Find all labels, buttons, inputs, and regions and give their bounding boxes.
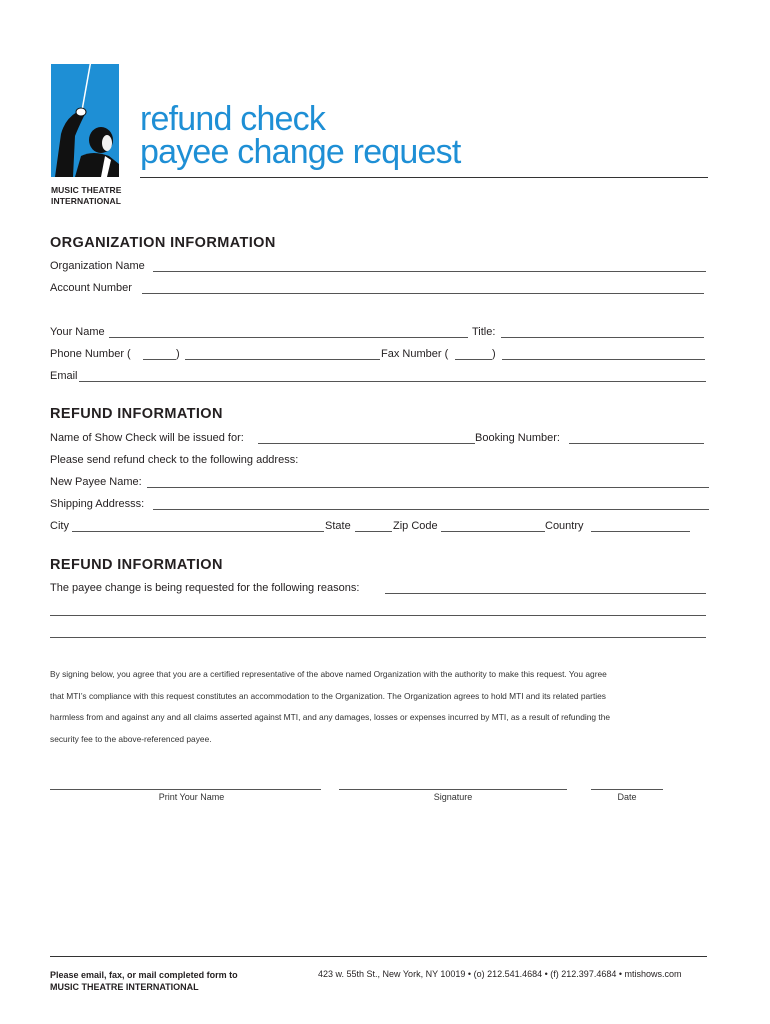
fax-close-paren: )	[492, 348, 496, 360]
shipping-address-field[interactable]	[153, 509, 709, 510]
new-payee-field[interactable]	[147, 487, 709, 488]
fax-number-field[interactable]	[502, 359, 705, 360]
your-name-field[interactable]	[109, 337, 468, 338]
footer-org-name: MUSIC THEATRE INTERNATIONAL	[50, 982, 199, 992]
conductor-logo-icon	[51, 64, 119, 177]
page-title-line-2: payee change request	[140, 133, 461, 171]
date-field[interactable]	[591, 789, 663, 790]
signature-label: Signature	[433, 792, 473, 802]
legal-text	[50, 664, 710, 750]
state-label: State	[325, 520, 351, 532]
show-name-label: Name of Show Check will be issued for:	[50, 432, 244, 444]
legal-line-1: By signing below, you agree that you are a certified representative of the above named Organization with the authority to make this request. You agree	[50, 669, 607, 679]
email-label: Email	[50, 370, 78, 382]
fax-label: Fax Number (	[381, 348, 449, 360]
signature-field[interactable]	[339, 789, 567, 790]
legal-line-4: security fee to the above-referenced payee.	[50, 733, 212, 744]
footer-mail-to	[50, 969, 238, 993]
booking-number-label: Booking Number:	[475, 432, 560, 444]
city-field[interactable]	[72, 531, 324, 532]
reason-field-line-2[interactable]	[50, 615, 706, 616]
legal-line-2: that MTI’s compliance with this request constitutes an accommodation to the Organization. The Organization agrees to hold MTI and its related parties	[50, 690, 606, 701]
state-field[interactable]	[355, 531, 392, 532]
country-field[interactable]	[591, 531, 690, 532]
brand-name	[51, 185, 122, 207]
phone-label: Phone Number (	[50, 348, 131, 360]
title-field[interactable]	[501, 337, 704, 338]
brand-line-1: MUSIC THEATRE	[51, 185, 122, 195]
title-divider	[140, 177, 708, 178]
zip-field[interactable]	[441, 531, 545, 532]
footer-mail-instruction: Please email, fax, or mail completed form to	[50, 970, 238, 980]
phone-area-code-field[interactable]	[143, 359, 176, 360]
zip-label: Zip Code	[393, 520, 438, 532]
country-label: Country	[545, 520, 584, 532]
title-label: Title:	[472, 326, 496, 338]
reason-field-line-1[interactable]	[385, 593, 706, 594]
your-name-label: Your Name	[50, 326, 105, 338]
shipping-address-label: Shipping Addresss:	[50, 498, 145, 510]
new-payee-label: New Payee Name:	[50, 476, 142, 488]
phone-close-paren: )	[176, 348, 180, 360]
org-section-heading: ORGANIZATION INFORMATION	[50, 235, 276, 251]
fax-area-code-field[interactable]	[455, 359, 492, 360]
legal-line-3: harmless from and against any and all claims asserted against MTI, and any damages, losses or expenses incurred by MTI, as a result of refunding the	[50, 712, 611, 722]
print-name-field[interactable]	[50, 789, 321, 790]
footer-contact: 423 w. 55th St., New York, NY 10019 • (o) 212.541.4684 • (f) 212.397.4684 • mtishows.com	[318, 969, 682, 979]
date-label: Date	[617, 792, 637, 802]
reason-label: The payee change is being requested for the following reasons:	[50, 582, 360, 594]
booking-number-field[interactable]	[569, 443, 704, 444]
email-field[interactable]	[79, 381, 706, 382]
org-name-label: Organization Name	[50, 260, 145, 272]
org-name-field[interactable]	[153, 271, 706, 272]
reason-section-heading: REFUND INFORMATION	[50, 557, 223, 573]
account-number-field[interactable]	[142, 293, 704, 294]
page-title-line-1: refund check	[140, 100, 326, 138]
phone-number-field[interactable]	[185, 359, 380, 360]
show-name-field[interactable]	[258, 443, 475, 444]
footer-divider	[50, 956, 707, 957]
refund-section-heading: REFUND INFORMATION	[50, 406, 223, 422]
print-name-label: Print Your Name	[158, 792, 225, 802]
account-number-label: Account Number	[50, 282, 132, 294]
city-label: City	[50, 520, 69, 532]
reason-field-line-3[interactable]	[50, 637, 706, 638]
brand-line-2: INTERNATIONAL	[51, 196, 122, 206]
send-instruction: Please send refund check to the following address:	[50, 454, 299, 466]
